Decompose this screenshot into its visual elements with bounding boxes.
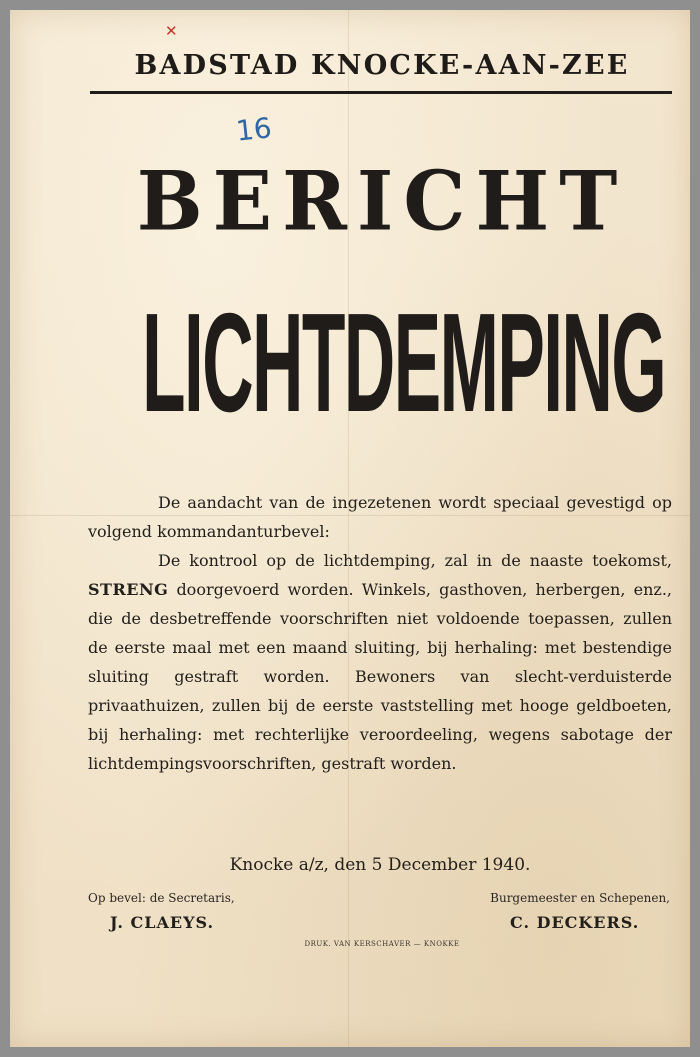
title-lichtdemping: LICHTDEMPING [142,283,666,442]
right-signatory-name: C. DECKERS. [510,913,640,932]
right-signatory-role: Burgemeester en Schepenen, [490,891,670,905]
body-emphasis-streng: STRENG [88,580,169,599]
dateline: Knocke a/z, den 5 December 1940. [229,855,531,875]
left-signatory-role: Op bevel: de Secretaris, [88,891,235,905]
left-signatory-name: J. CLAEYS. [110,913,215,932]
body-paragraph-2-part2: doorgevoerd worden. Winkels, gasthoven, herbergen, enz., die de desbetreffende voorschriften niet voldoende toepassen, zullen de eerste maal met een maand sluiting, bij herhaling: met bestendige sluiting gestraft worden. Bewoners van slecht-verduisterde privaathuizen, zullen bij de eerste vaststelling met hooge geldboeten, bij herhaling: met rechterlijke veroordeeling, wegens sabotage der lichtdempingsvoorschriften, gestraft worden. [88,580,672,773]
body-paragraph-2 [88,546,672,778]
printer-credit: DRUK. VAN KERSCHAVER — KNOKKE [304,940,460,948]
body-paragraph-2-part1: De kontrool op de lichtdemping, zal in de naaste toekomst, [158,551,672,570]
poster-header: BADSTAD KNOCKE-AAN-ZEE [134,50,630,81]
body-paragraph-1: De aandacht van de ingezetenen wordt speciaal gevestigd op volgend kommandanturbevel: [88,493,672,541]
handwritten-number: 16 [234,111,274,148]
header-rule [90,91,672,94]
poster-sheet [10,10,690,1047]
red-cross-mark-icon: ✕ [165,22,178,40]
title-bericht: BERICHT [136,153,628,250]
poster-body [88,488,672,778]
